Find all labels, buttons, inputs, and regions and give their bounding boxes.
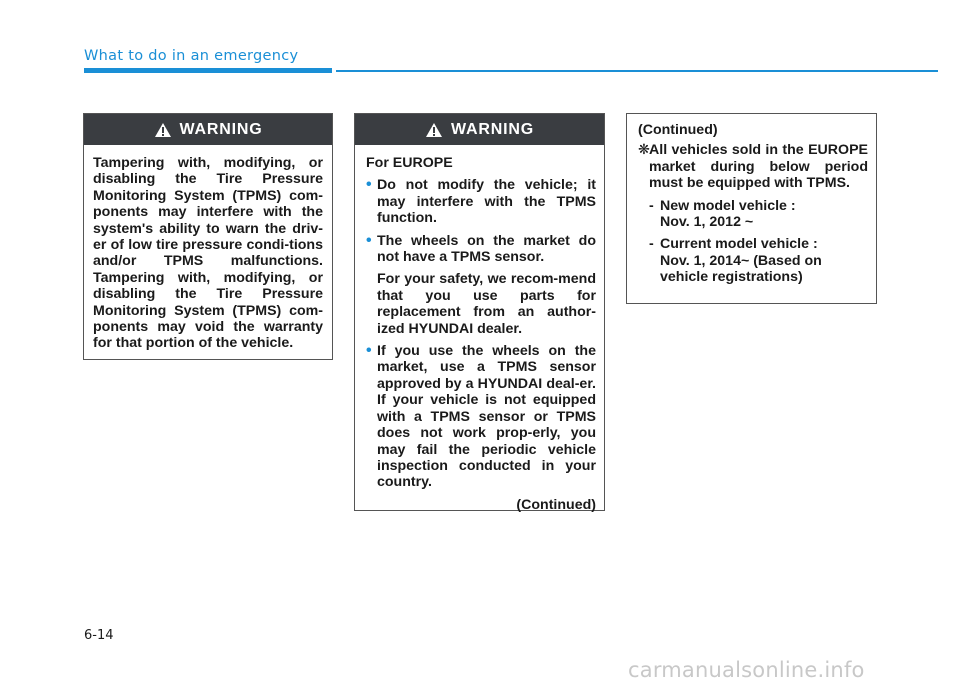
bullet-extra-text: For your safety, we recom-mend that you use parts for replacement from an author-ized HYUNDAI dealer. [377, 271, 596, 337]
warning-header-label: WARNING [179, 120, 263, 138]
bullet-item [366, 343, 596, 491]
warning-box-tampering [83, 113, 333, 360]
continued-body [627, 114, 876, 294]
warning-header [355, 114, 604, 145]
model-item-current [638, 236, 868, 285]
star-note-text: All vehicles sold in the EUROPE market during below period must be equipped with TPMS. [649, 142, 868, 192]
model-date: Nov. 1, 2014~ (Based on vehicle registrations) [660, 252, 822, 286]
section-rule-thin [336, 70, 938, 72]
bullet-item [366, 233, 596, 337]
section-rule-thick [84, 68, 332, 73]
asterism-icon: ❋ [638, 142, 650, 159]
bullet-text: • Do not modify the vehicle; it may interfere with the TPMS function. [377, 177, 596, 227]
section-title: What to do in an emergency [84, 48, 299, 64]
bullet-item [366, 177, 596, 226]
warning-text: Tampering with, modifying, or disabling the Tire Pressure Monitoring System (TPMS) com-ponents may interfere with the system's ability to warn the driv-er of low tire pressure condi-tions and/or TPMS malfunctions. Tampering with, modifying, or disabling the Tire Pressure Monitoring System (TPMS) com-ponents may void the warranty for that portion of the vehicle. [93, 155, 323, 352]
warning-triangle-icon [425, 122, 443, 138]
dash-marker: - [649, 197, 654, 214]
model-item-new [638, 198, 868, 231]
region-intro: For EUROPE [366, 155, 453, 171]
warning-header [84, 114, 332, 145]
star-note [638, 142, 868, 191]
bullet-text: • If you use the wheels on the market, use a TPMS sensor approved by a HYUNDAI deal-er. If your vehicle is not equipped with a TPMS sensor or TPMS does not work prop-erly, you may fail the periodic vehicle inspection conducted in your country. [377, 343, 596, 491]
continued-heading: (Continued) [638, 122, 718, 138]
warning-body [355, 145, 604, 521]
warning-triangle-icon [154, 122, 172, 138]
model-label: New model vehicle : [660, 197, 796, 214]
warning-header-label: WARNING [451, 120, 534, 138]
warning-box-europe [354, 113, 605, 511]
bullet-text: • The wheels on the market do not have a TPMS sensor. [377, 232, 596, 266]
dash-marker: - [649, 236, 654, 253]
model-date: Nov. 1, 2012 ~ [660, 214, 754, 231]
continued-box [626, 113, 877, 304]
model-label: Current model vehicle : [660, 236, 818, 253]
continued-label: (Continued) [516, 496, 596, 513]
watermark: carmanualsonline.info [628, 658, 865, 682]
page-number: 6-14 [84, 628, 114, 643]
warning-body [84, 145, 332, 360]
